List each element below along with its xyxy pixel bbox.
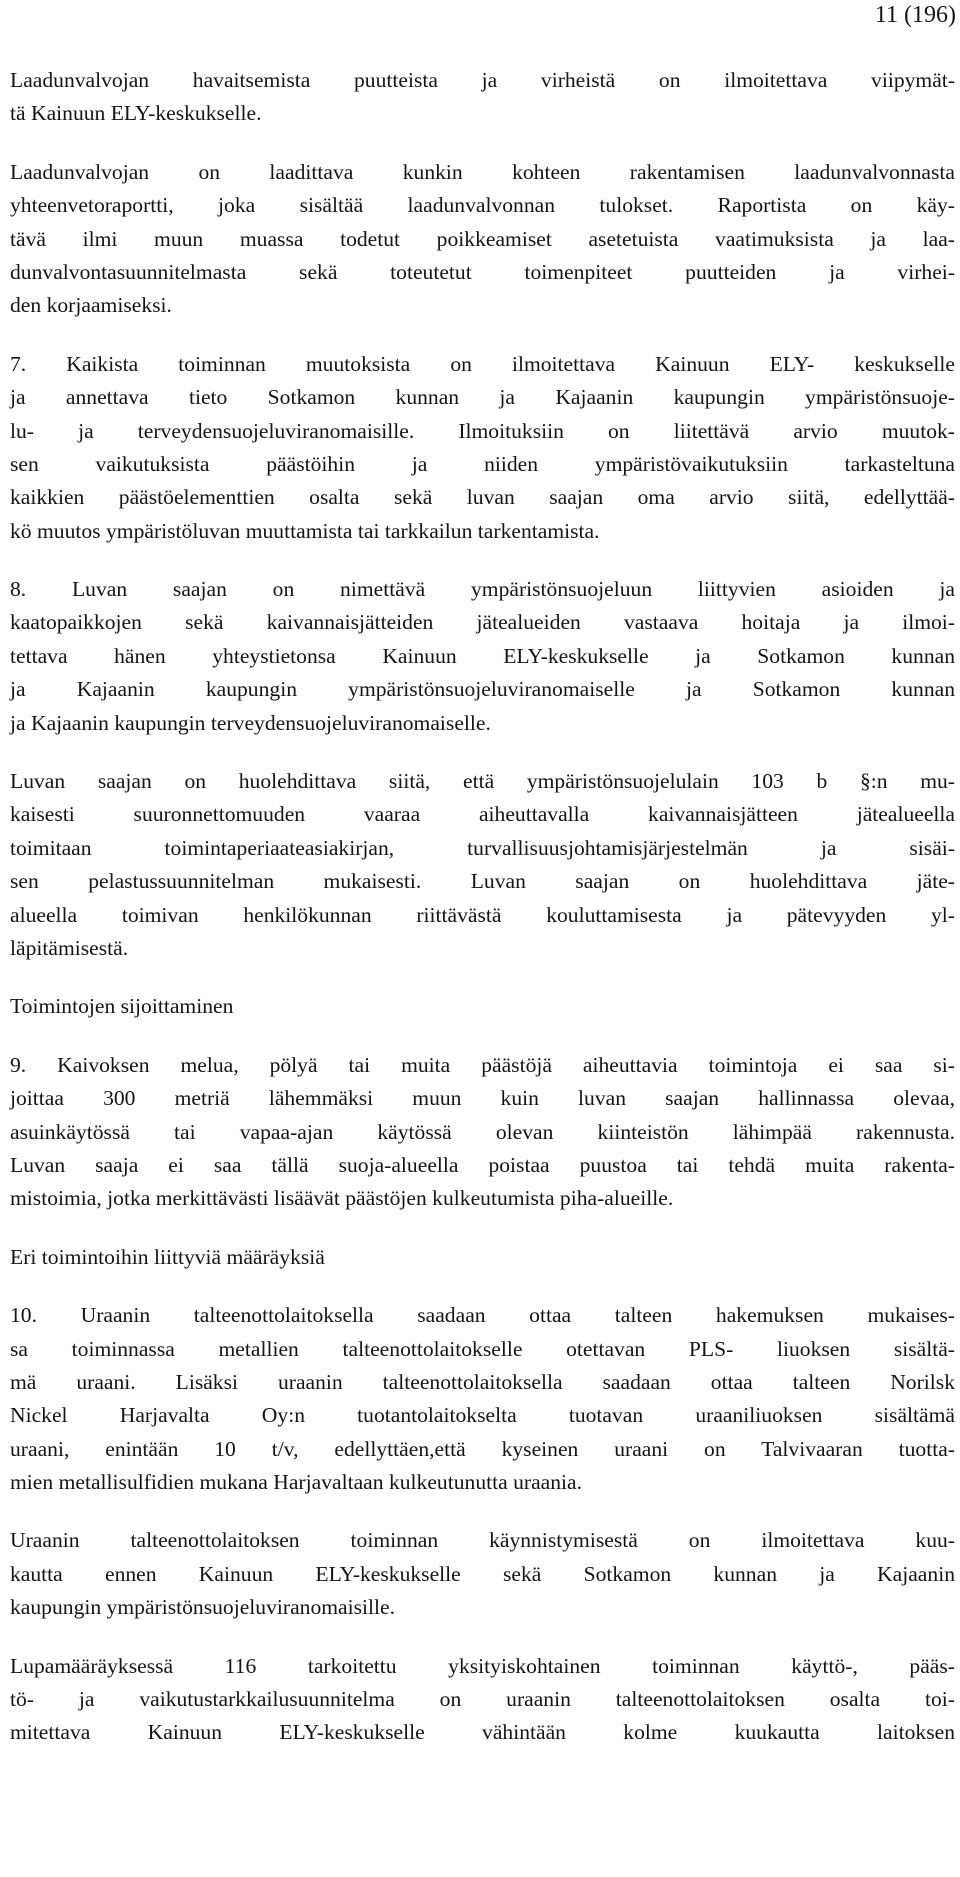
text-line: uraani, enintään 10 t/v, edellyttäen,että kyseinen uraani on Talvivaaran tuotta- <box>10 1436 955 1461</box>
text-line: Eri toimintoihin liittyviä määräyksiä <box>10 1244 325 1269</box>
text-line: dunvalvontasuunnitelmasta sekä toteutetut toimenpiteet puutteiden ja virhei- <box>10 259 955 284</box>
text-line: Lupamääräyksessä 116 tarkoitettu yksityiskohtainen toiminnan käyttö-, pääs- <box>10 1653 955 1678</box>
text-line: läpitämisestä. <box>10 935 129 960</box>
text-line: Nickel Harjavalta Oy:n tuotantolaitokselta tuotavan uraaniliuoksen sisältämä <box>10 1403 955 1428</box>
page-number: 11 (196) <box>874 2 956 28</box>
text-line: toimitaan toimintaperiaateasiakirjan, turvallisuusjohtamisjärjestelmän ja sisäi- <box>10 835 955 860</box>
section-heading <box>10 1241 955 1274</box>
paragraph <box>10 573 955 740</box>
paragraph-gap <box>10 1216 955 1241</box>
paragraph <box>10 1524 955 1624</box>
text-line: kaupungin ympäristönsuojeluviranomaisille. <box>10 1595 396 1620</box>
text-line: ja Kajaanin kaupungin ympäristönsuojeluviranomaiselle ja Sotkamon kunnan <box>10 677 955 702</box>
text-line: ja annettava tieto Sotkamon kunnan ja Kajaanin kaupungin ympäristönsuoje- <box>10 385 955 410</box>
text-line: 8. Luvan saajan on nimettävä ympäristönsuojeluun liittyvien asioiden ja <box>10 577 955 602</box>
text-line: 9. Kaivoksen melua, pölyä tai muita päästöjä aiheuttavia toimintoja ei saa si- <box>10 1052 955 1077</box>
paragraph <box>10 64 955 131</box>
text-line: mien metallisulfidien mukana Harjavaltaan kulkeutunutta uraania. <box>10 1470 583 1495</box>
text-line: kaisesti suuronnettomuuden vaaraa aiheuttavalla kaivannaisjätteen jätealueella <box>10 802 955 827</box>
text-line: 10. Uraanin talteenottolaitoksella saadaan ottaa talteen hakemuksen mukaises- <box>10 1303 955 1328</box>
text-line: sen vaikutuksista päästöihin ja niiden ympäristövaikutuksiin tarkasteltuna <box>10 451 955 476</box>
paragraph-gap <box>10 740 955 765</box>
text-line: kautta ennen Kainuun ELY-keskukselle sekä Sotkamon kunnan ja Kajaanin <box>10 1561 955 1586</box>
paragraph-gap <box>10 548 955 573</box>
text-line: joittaa 300 metriä lähemmäksi muun kuin luvan saajan hallinnassa olevaa, <box>10 1086 955 1111</box>
text-line: Uraanin talteenottolaitoksen toiminnan käynnistymisestä on ilmoitettava kuu- <box>10 1528 955 1553</box>
paragraph <box>10 348 955 548</box>
paragraph-gap <box>10 1024 955 1049</box>
text-line: alueella toimivan henkilökunnan riittävästä kouluttamisesta ja pätevyyden yl- <box>10 902 955 927</box>
text-line: mitettava Kainuun ELY-keskukselle vähintään kolme kuukautta laitoksen <box>10 1720 955 1745</box>
text-line: ja Kajaanin kaupungin terveydensuojeluviranomaiselle. <box>10 710 491 735</box>
document-body <box>10 64 955 1750</box>
text-line: mistoimia, jotka merkittävästi lisäävät päästöjen kulkeutumista piha-alueille. <box>10 1186 674 1211</box>
text-line: kaatopaikkojen sekä kaivannaisjätteiden jätealueiden vastaava hoitaja ja ilmoi- <box>10 610 955 635</box>
text-line: sa toiminnassa metallien talteenottolaitokselle otettavan PLS- liuoksen sisältä- <box>10 1336 955 1361</box>
text-line: tä Kainuun ELY-keskukselle. <box>10 101 262 126</box>
section-heading <box>10 990 955 1023</box>
text-line: lu- ja terveydensuojeluviranomaisille. Ilmoituksiin on liitettävä arvio muutok- <box>10 418 955 443</box>
text-line: tettava hänen yhteystietonsa Kainuun ELY-keskukselle ja Sotkamon kunnan <box>10 643 955 668</box>
text-line: tävä ilmi muun muassa todetut poikkeamiset asetetuista vaatimuksista ja laa- <box>10 226 955 251</box>
text-line: Toimintojen sijoittaminen <box>10 994 234 1019</box>
text-line: sen pelastussuunnitelman mukaisesti. Luvan saajan on huolehdittava jäte- <box>10 869 955 894</box>
text-line: asuinkäytössä tai vapaa-ajan käytössä olevan kiinteistön lähimpää rakennusta. <box>10 1119 955 1144</box>
paragraph-gap <box>10 1625 955 1650</box>
text-line: mä uraani. Lisäksi uraanin talteenottolaitoksella saadaan ottaa talteen Norilsk <box>10 1369 955 1394</box>
paragraph <box>10 1049 955 1216</box>
text-line: Luvan saaja ei saa tällä suoja-alueella poistaa puustoa tai tehdä muita rakenta- <box>10 1152 955 1177</box>
text-line: 7. Kaikista toiminnan muutoksista on ilmoitettava Kainuun ELY- keskukselle <box>10 351 955 376</box>
text-line: kaikkien päästöelementtien osalta sekä luvan saajan oma arvio siitä, edellyttää- <box>10 485 955 510</box>
paragraph-gap <box>10 1274 955 1299</box>
text-line: den korjaamiseksi. <box>10 293 172 318</box>
text-line: kö muutos ympäristöluvan muuttamista tai tarkkailun tarkentamista. <box>10 518 600 543</box>
paragraph <box>10 765 955 965</box>
paragraph-gap <box>10 323 955 348</box>
paragraph-gap <box>10 965 955 990</box>
text-line: yhteenvetoraportti, joka sisältää laadunvalvonnan tulokset. Raportista on käy- <box>10 193 955 218</box>
paragraph <box>10 1299 955 1499</box>
paragraph-gap <box>10 1499 955 1524</box>
paragraph <box>10 156 955 323</box>
paragraph-gap <box>10 131 955 156</box>
text-line: Laadunvalvojan on laadittava kunkin kohteen rakentamisen laadunvalvonnasta <box>10 159 955 184</box>
paragraph <box>10 1650 955 1750</box>
text-line: tö- ja vaikutustarkkailusuunnitelma on uraanin talteenottolaitoksen osalta toi- <box>10 1687 955 1712</box>
text-line: Luvan saajan on huolehdittava siitä, että ympäristönsuojelulain 103 b §:n mu- <box>10 769 955 794</box>
text-line: Laadunvalvojan havaitsemista puutteista ja virheistä on ilmoitettava viipymät- <box>10 68 955 92</box>
